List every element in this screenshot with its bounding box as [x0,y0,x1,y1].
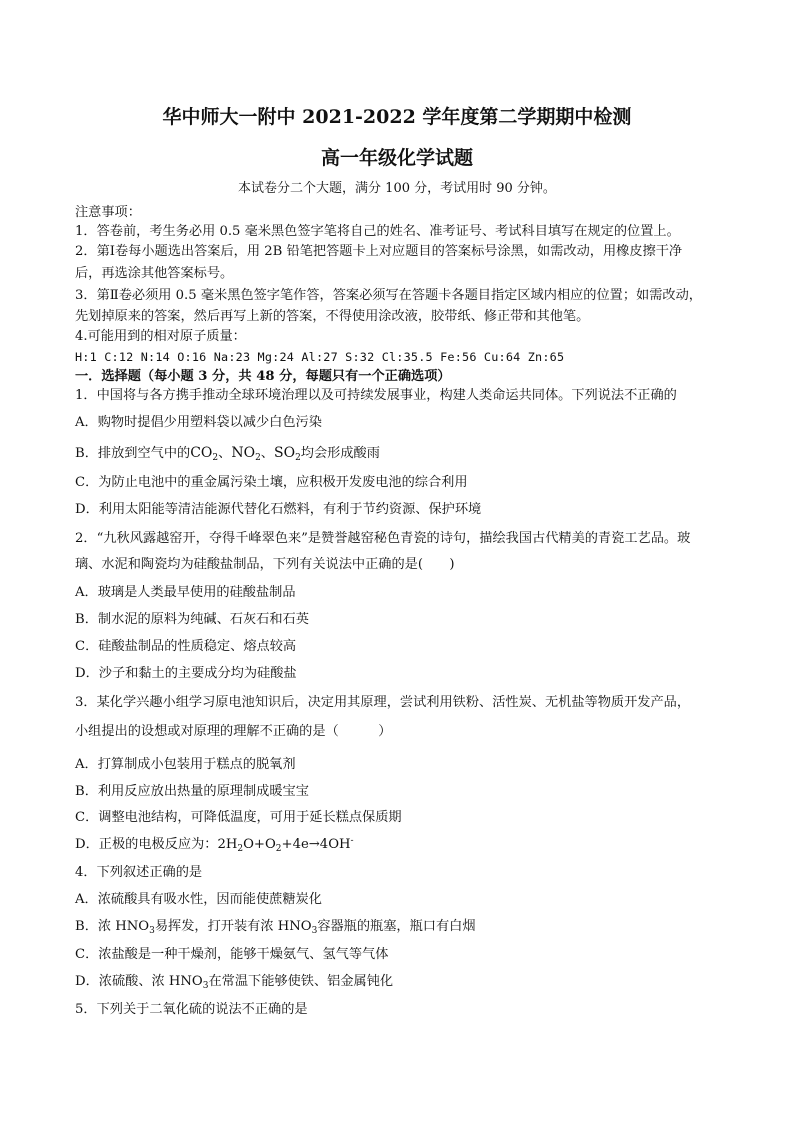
note-2-line-1: 2．第Ⅰ卷每小题选出答案后，用 2B 铅笔把答题卡上对应题目的答案标号涂黑，如需改动，用橡皮擦干净 [75,244,683,259]
note-3-line-2: 先划掉原来的答案，然后再写上新的答案，不得使用涂改液，胶带纸、修正带和其他笔。 [75,309,590,324]
question-1-option-d: D．利用太阳能等清洁能源代替化石燃料，有利于节约资源、保护环境 [75,502,482,517]
q3-d-eq-1: 2H [217,837,238,852]
question-1-stem: 1．中国将与各方携手推动全球环境治理以及可持续发展事业，构建人类命运共同体。下列说法不正确的 [75,388,677,403]
question-4-option-b [75,918,476,936]
q1-b-so: SO [273,445,296,461]
question-2-option-d: D．沙子和黏土的主要成分均为硅酸盐 [75,666,297,681]
note-4: 4.可能用到的相对原子质量： [75,329,246,344]
q4-b-c: 容器瓶的瓶塞，瓶口有白烟 [317,919,476,934]
q3-d-sup: - [350,836,354,846]
question-3-option-a: A．打算制成小包装用于糕点的脱氧剂 [75,757,296,772]
question-3-option-c: C．调整电池结构，可降低温度，可用于延长糕点保质期 [75,810,402,825]
note-2-line-2: 后，再选涂其他答案标号。 [75,266,234,281]
exam-subject-title: 高一年级化学试题 [320,147,473,169]
question-3-option-d [75,836,354,854]
question-1-option-c: C．为防止电池中的重金属污染土壤，应积极开发废电池的综合利用 [75,475,468,490]
q1-b-suffix: 均会形成酸雨 [300,446,380,461]
exam-title: 华中师大一附中 2021-2022 学年度第二学期期中检测 [162,106,632,128]
q3-d-eq-2: O+O [243,837,276,852]
question-3-option-b: B．利用反应放出热量的原理制成暖宝宝 [75,784,309,799]
question-2-option-a: A．玻璃是人类最早使用的硅酸盐制品 [75,585,296,600]
q4-d-a: D．浓硫酸、浓 HNO [75,974,203,989]
q1-b-no-sub: 2 [255,453,261,463]
note-1: 1．答卷前，考生务必用 0.5 毫米黑色签字笔将自己的姓名、准考证号、考试科目填写在规定的位置上。 [75,224,680,239]
q1-b-co-sub: 2 [212,453,219,463]
question-1-option-b [75,444,380,463]
question-4-stem: 4．下列叙述正确的是 [75,865,203,880]
q4-b-a: B．浓 HNO [75,919,150,934]
note-3-line-1: 3．第Ⅱ卷必须用 0.5 毫米黑色签字笔作答，答案必须写在答题卡各题目指定区域内相应的位置；如需改动， [75,288,702,303]
question-1-option-a: A．购物时提倡少用塑料袋以减少白色污染 [75,415,322,430]
question-3-stem-line-2: 小组提出的设想或对原理的理解不正确的是（ ） [75,724,392,739]
q3-d-prefix: D．正极的电极反应为： [75,837,218,852]
q1-b-co: CO [190,445,213,461]
q3-d-sub-2: 2 [275,844,282,854]
q4-b-sub-1: 3 [149,926,155,936]
q1-b-prefix: B．排放到空气中的 [75,446,191,461]
q1-b-sep1: 、 [218,446,232,461]
q4-b-b: 易挥发，打开装有浓 HNO [154,919,312,934]
q1-b-no: NO [231,445,256,461]
atomic-masses: H:1 C:12 N:14 O:16 Na:23 Mg:24 Al:27 S:32 Cl:35.5 Fe:56 Cu:64 Zn:65 [75,350,565,364]
question-2-option-b: B．制水泥的原料为纯碱、石灰石和石英 [75,612,309,627]
question-5-stem: 5．下列关于二氧化硫的说法不正确的是 [75,1002,308,1017]
question-4-option-d [75,973,393,991]
question-4-option-a: A．浓硫酸具有吸水性，因而能使蔗糖炭化 [75,892,322,907]
section-1-heading: 一．选择题（每小题 3 分，共 48 分，每题只有一个正确选项） [75,369,451,384]
question-4-option-c: C．浓盐酸是一种干燥剂，能够干燥氨气、氢气等气体 [75,947,389,962]
q3-d-eq-3: +4e→4OH [281,837,351,852]
question-2-option-c: C．硅酸盐制品的性质稳定、熔点较高 [75,639,297,654]
q1-b-so-sub: 2 [295,453,301,463]
q4-b-sub-2: 3 [311,926,318,936]
question-2-stem-line-2: 璃、水泥和陶瓷均为硅酸盐制品，下列有关说法中正确的是( ) [75,557,455,572]
question-2-stem-line-1: 2．“九秋风露越窑开，夺得千峰翠色来”是赞誉越窑秘色青瓷的诗句，描绘我国古代精美的青瓷工艺品。玻 [75,531,691,546]
exam-info: 本试卷分二个大题，满分 100 分，考试用时 90 分钟。 [238,181,556,196]
q1-b-sep2: 、 [260,446,274,461]
notes-heading: 注意事项： [75,205,141,220]
q3-d-sub-1: 2 [237,844,244,854]
q4-d-sub: 3 [202,981,209,991]
question-3-stem-line-1: 3．某化学兴趣小组学习原电池知识后，决定用其原理，尝试利用铁粉、活性炭、无机盐等物质开发产品， [75,695,691,710]
q4-d-b: 在常温下能够使铁、铝金属钝化 [208,974,394,989]
